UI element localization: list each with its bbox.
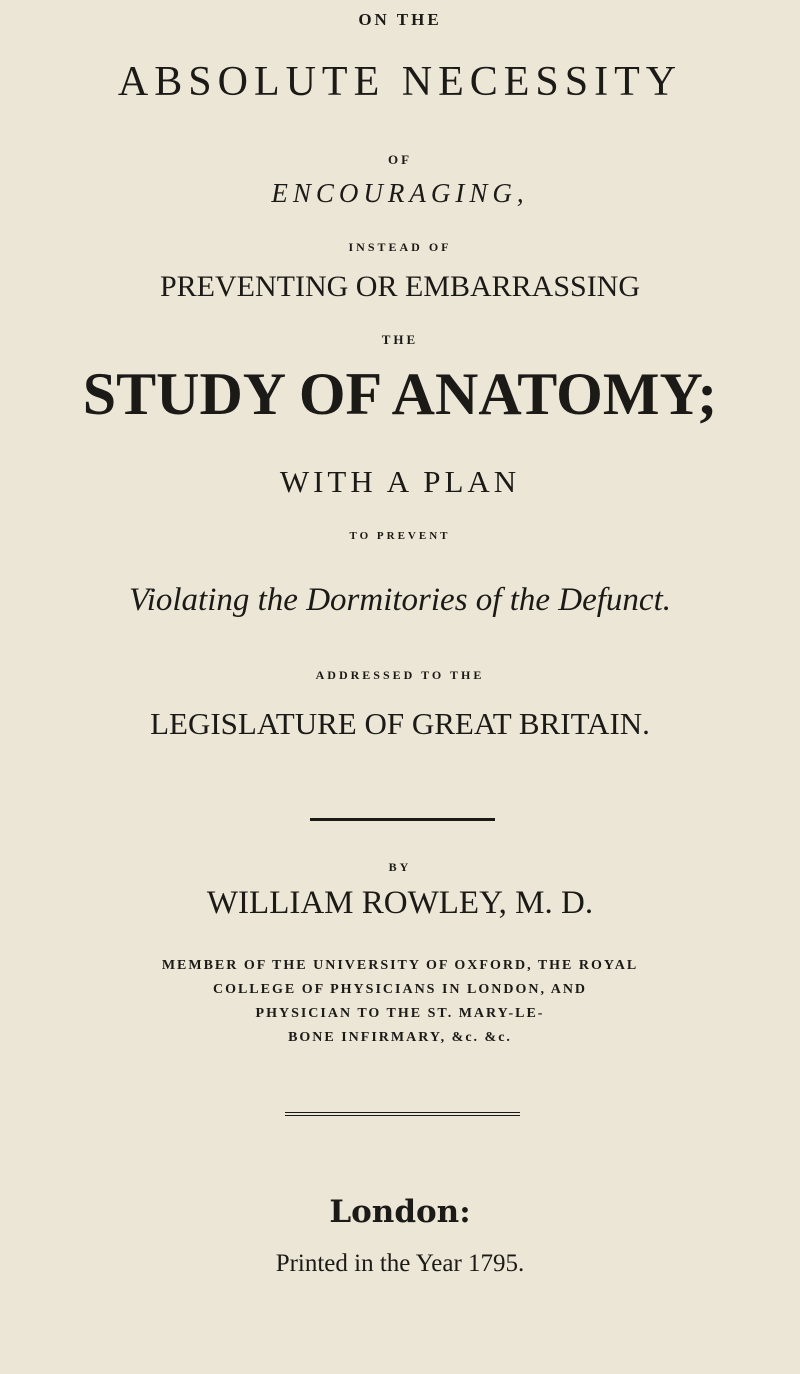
study-of-anatomy-heading: STUDY OF ANATOMY;: [82, 361, 718, 427]
on-the-line: ON THE: [358, 10, 442, 29]
of-line-1: OF: [387, 152, 413, 167]
imprint-date: Printed in the Year 1795.: [275, 1250, 525, 1277]
credentials-line-1: MEMBER OF THE UNIVERSITY OF OXFORD, THE ROYAL: [161, 958, 639, 973]
with-a-plan-line: WITH A PLAN: [279, 464, 521, 499]
credentials-line-3: PHYSICIAN TO THE ST. MARY-LE-: [255, 1006, 545, 1021]
credentials-line-4: BONE INFIRMARY, &c. &c.: [288, 1030, 512, 1045]
legislature-heading: LEGISLATURE OF GREAT BRITAIN.: [150, 706, 650, 741]
divider-rule-1: [310, 818, 495, 821]
preventing-heading: PREVENTING OR EMBARRASSING: [159, 270, 641, 303]
imprint-place: London:: [329, 1194, 471, 1230]
instead-of-line: INSTEAD OF: [348, 240, 452, 254]
credentials-line-2: COLLEGE OF PHYSICIANS IN LONDON, AND: [212, 982, 588, 997]
addressed-to-the-line: ADDRESSED TO THE: [315, 668, 485, 682]
divider-rule-2: [285, 1112, 520, 1116]
author-name: WILLIAM ROWLEY, M. D.: [206, 885, 594, 921]
by-line: BY: [388, 860, 412, 874]
absolute-necessity-heading: ABSOLUTE NECESSITY: [117, 59, 683, 105]
to-prevent-line: TO PREVENT: [349, 530, 451, 542]
violating-heading: Violating the Dormitories of the Defunct.: [129, 582, 671, 618]
encouraging-heading: ENCOURAGING,: [271, 178, 529, 208]
the-line-1: THE: [381, 332, 419, 347]
